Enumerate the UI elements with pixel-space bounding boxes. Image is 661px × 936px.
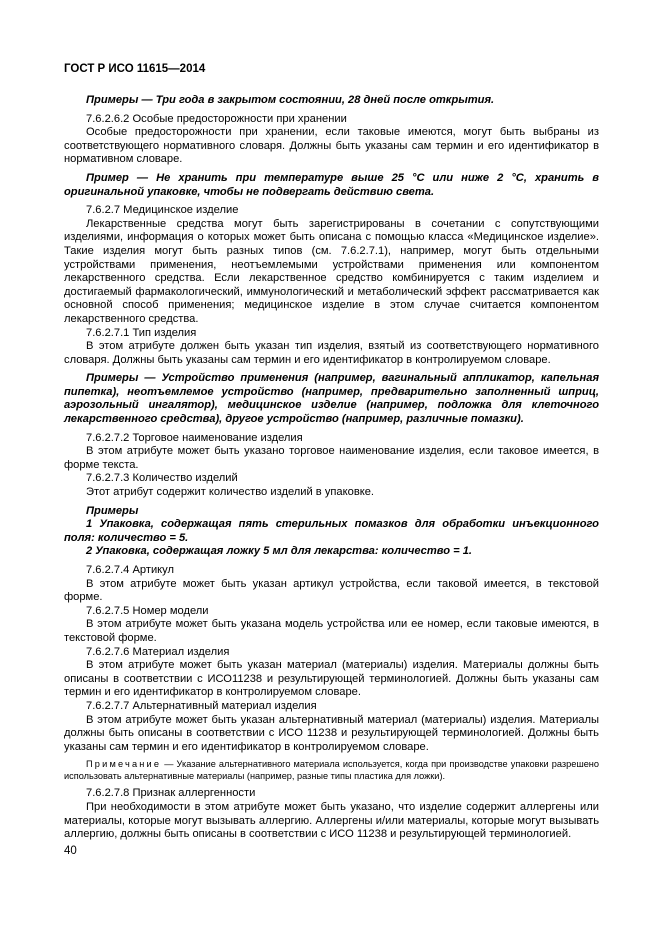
- example-quantity-2: 2 Упаковка, содержащая ложку 5 мл для лекарства: количество = 1.: [86, 545, 473, 558]
- example-storage-period: Примеры — Три года в закрытом состоянии, 28 дней после открытия.: [86, 94, 495, 106]
- note-text: — Указание альтернативного материала используется, когда при производстве упаковки разрешено использовать альтернативные материалы (например, разные типы пластика для ложки).: [64, 759, 599, 781]
- page-number: 40: [64, 845, 77, 857]
- paragraph-7-6-2-7-4: В этом атрибуте может быть указан артикул устройства, если таковой имеется, в текстовой форме.: [64, 577, 599, 604]
- example-device-types: Примеры — Устройство применения (например, вагинальный аппликатор, капельная пипетка), неотъемлемое устройство (например, предварительно заполненный шприц, аэрозольный ингалятор), медицинское изделие (например, подложка для клеточного лекарственного средства), другое устройство (например, различные помазки).: [64, 372, 599, 426]
- paragraph-7-6-2-7-3: Этот атрибут содержит количество изделий в упаковке.: [86, 486, 375, 499]
- section-heading-7-6-2-7-8: 7.6.2.7.8 Признак аллергенности: [86, 787, 256, 800]
- note: [64, 759, 599, 782]
- section-heading-7-6-2-7-1: 7.6.2.7.1 Тип изделия: [86, 326, 197, 339]
- paragraph-7-6-2-6-2: Особые предосторожности при хранении, если таковые имеются, могут быть выбраны из соответствующего нормативного словаря. Должны быть указаны сам термин и его идентификатор в нормативном словаре.: [64, 126, 599, 166]
- paragraph-7-6-2-7-6: В этом атрибуте может быть указан материал (материалы) изделия. Материалы должны быть описаны в соответствии с ИСО11238 и результирующей терминологией. Должны быть указаны сам термин и его идентификатор в контролируемом словаре.: [64, 659, 599, 699]
- example-quantity-1: 1 Упаковка, содержащая пять стерильных помазков для обработки инъекционного поля: количество = 5.: [64, 518, 599, 544]
- section-heading-7-6-2-7: 7.6.2.7 Медицинское изделие: [86, 204, 239, 217]
- paragraph-7-6-2-7-1: В этом атрибуте должен быть указан тип изделия, взятый из соответствующего нормативного словаря. Должны быть указаны сам термин и его идентификатор в контролируемом словаре.: [64, 340, 599, 366]
- section-heading-7-6-2-7-4: 7.6.2.7.4 Артикул: [86, 564, 174, 576]
- section-heading-7-6-2-7-6: 7.6.2.7.6 Материал изделия: [86, 645, 230, 658]
- section-heading-7-6-2-7-5: 7.6.2.7.5 Номер модели: [86, 604, 209, 617]
- document-header: ГОСТ Р ИСО 11615—2014: [64, 63, 206, 75]
- paragraph-7-6-2-7-7: В этом атрибуте может быть указан альтернативный материал (материалы) изделия. Материалы должны быть описаны в соответствии с ИСО 11238 и результирующей терминологией. Должны быть указаны сам термин и его идентификатор в контролируемом словаре.: [64, 713, 599, 753]
- paragraph-7-6-2-7-2: В этом атрибуте может быть указано торговое наименование изделия, если таковое имеется, в форме текста.: [64, 445, 599, 471]
- document-page: [64, 62, 599, 842]
- section-heading-7-6-2-7-7: 7.6.2.7.7 Альтернативный материал изделия: [86, 699, 317, 712]
- section-heading-7-6-2-7-2: 7.6.2.7.2 Торговое наименование изделия: [86, 431, 303, 444]
- paragraph-7-6-2-7: Лекарственные средства могут быть зарегистрированы в сочетании с сопутствующими изделиями, информация о которых может быть описана с помощью класса «Медицинское изделие». Такие изделия могут быть разных типов (см. 7.6.2.7.1), например, могут быть отдельными устройствами применения, неотъемлемыми устройствами применения или компонентом лекарственного средства. Если лекарственное средство комбинируется с таким изделием и достигаемый фармакологический, иммунологический и метаболический эффект рассматривается как основной способ применения; медицинское изделие в этом случае считается компонентом лекарственного средства.: [64, 217, 599, 325]
- examples-title: Примеры: [86, 504, 139, 517]
- paragraph-7-6-2-7-8: При необходимости в этом атрибуте может быть указано, что изделие содержит аллергены или материалы, которые могут вызывать аллергию. Аллергены и/или материалы, которые могут вызывать аллергию, должны быть описаны в соответствии с ИСО 11238 и результирующей терминологией.: [64, 800, 599, 841]
- section-heading-7-6-2-7-3: 7.6.2.7.3 Количество изделий: [86, 472, 238, 485]
- note-label: Примечание: [86, 759, 162, 770]
- examples-quantity: [64, 505, 599, 559]
- paragraph-7-6-2-7-5: В этом атрибуте может быть указана модель устройства или ее номер, если таковые имеются, в текстовой форме.: [64, 618, 599, 644]
- section-heading-7-6-2-6-2: 7.6.2.6.2 Особые предосторожности при хранении: [86, 112, 347, 125]
- example-storage-conditions: Пример — Не хранить при температуре выше 25 °С или ниже 2 °С, хранить в оригинальной упаковке, чтобы не подвергать действию света.: [64, 171, 599, 198]
